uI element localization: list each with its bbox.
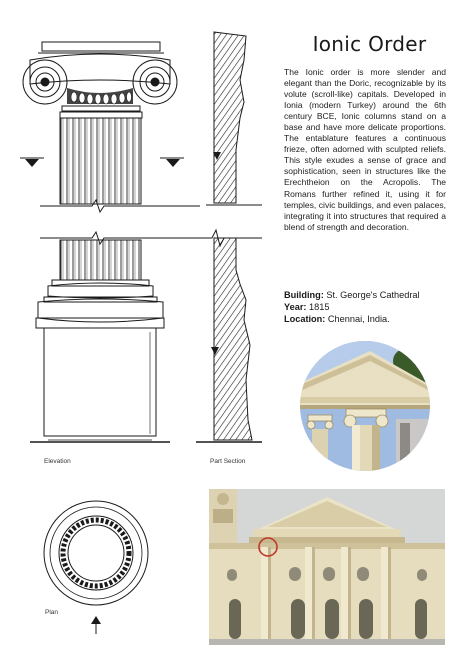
cathedral-photo-illustration (209, 489, 445, 645)
page-title: Ionic Order (312, 32, 427, 56)
elevation-drawing (20, 42, 200, 442)
location-row: Location: Chennai, India. (284, 314, 390, 325)
caption-section: Part Section (210, 458, 246, 465)
description-text: The Ionic order is more slender and elegant than the Doric, recognizable by its volute (scroll-like) capitals. Developed in Ionia (modern Turkey) around the 6th century BCE, Ionic columns stand on a base and have more delicate proportions. The entablature features a continuous frieze, often adorned with sculpted reliefs. This style exudes a sense of grace and sophistication, seen in structures like the Erechtheion on the Acropolis. The Romans further refined it, using it for temples, civic buildings, and even palaces, integrating it into structures that required a blend of strength and decoration. (284, 67, 446, 232)
building-info (284, 289, 454, 326)
cathedral-photo (209, 489, 445, 645)
plan-drawing (44, 501, 148, 634)
section-drawing (196, 32, 262, 442)
year-row: Year: 1815 (284, 302, 330, 313)
capital-photo-illustration (300, 341, 430, 471)
caption-plan: Plan (45, 609, 59, 616)
capital-photo (300, 341, 430, 471)
caption-elevation: Elevation (44, 458, 71, 465)
building-row: Building: St. George's Cathedral (284, 290, 420, 300)
